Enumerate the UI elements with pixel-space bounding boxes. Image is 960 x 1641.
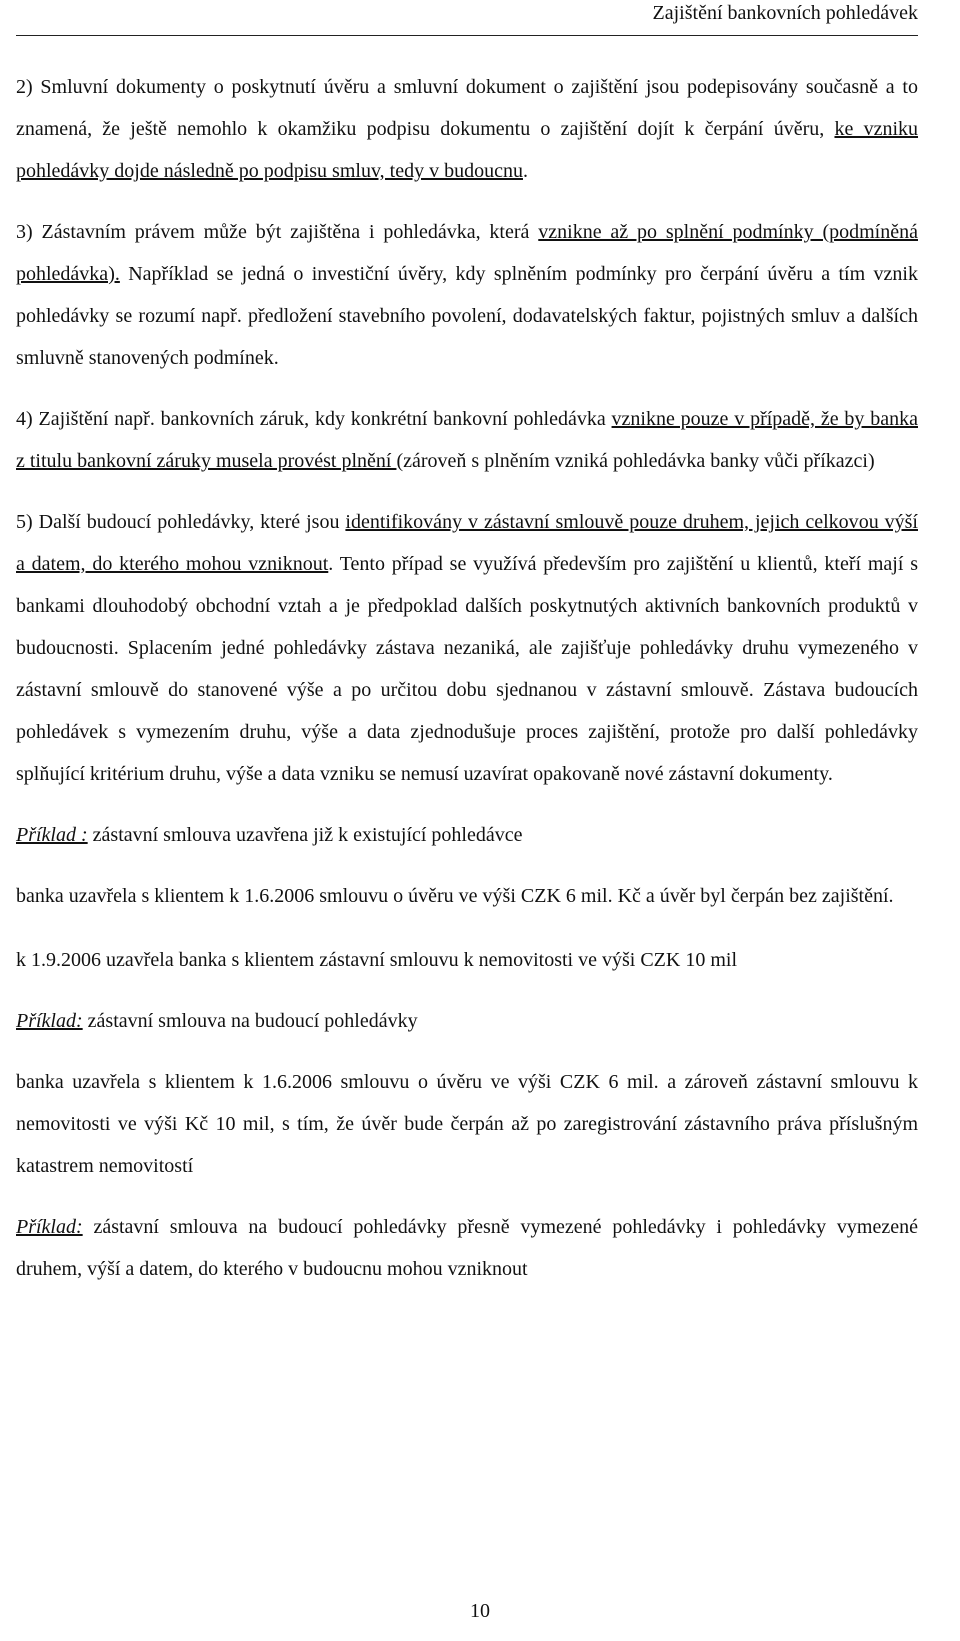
paragraph-3-underlined: vznikne až po splnění podmínky (podmíněná pohledávka). [16,221,918,285]
example-3-title: zástavní smlouva na budoucí pohledávky přesně vymezené pohledávky i pohledávky vymezené druhem, výší a datem, do kterého v budoucnu mohou vzniknout [16,1216,918,1280]
example-1-line-2: k 1.9.2006 uzavřela banka s klientem zástavní smlouvu k nemovitosti ve výši CZK 10 mil [16,949,737,971]
paragraph-2 [16,66,918,192]
example-3-heading [16,1206,918,1290]
example-2-label: Příklad: [16,1010,83,1032]
paragraph-4-underlined: vznikne pouze v případě, že by banka z titulu bankovní záruky musela provést plnění [16,408,918,472]
example-1-title: zástavní smlouva uzavřena již k existující pohledávce [87,824,523,846]
paragraph-3-text: 3) Zástavním právem může být zajištěna i pohledávka, která [16,221,539,243]
paragraph-3 [16,211,918,379]
example-1-heading [16,814,918,856]
paragraph-2-underlined: ke vzniku pohledávky dojde následně po podpisu smluv, tedy v budoucnu [16,118,919,182]
paragraph-3-tail: Například se jedná o investiční úvěry, kdy splněním podmínky pro čerpání úvěru a tím vznik pohledávky se rozumí např. předložení stavebního povolení, dodavatelských faktur, pojistných smluv a dalších smluvně stanovených podmínek. [16,263,918,369]
paragraph-2-text: 2) Smluvní dokumenty o poskytnutí úvěru a smluvní dokument o zajištění jsou podepisovány současně a to znamená, že ještě nemohlo k okamžiku podpisu dokumentu o zajištění dojít k čerpání úvěru, [16,76,918,140]
example-2-line-1: banka uzavřela s klientem k 1.6.2006 smlouvu o úvěru ve výši CZK 6 mil. a zároveň zástavní smlouvu k nemovitosti ve výši Kč 10 mil, s tím, že úvěr bude čerpán až po zaregistrování zástavního práva příslušným katastrem nemovitostí [16,1071,918,1177]
example-1-line-1: banka uzavřela s klientem k 1.6.2006 smlouvu o úvěru ve výši CZK 6 mil. Kč a úvěr byl čerpán bez zajištění. [16,885,894,907]
paragraph-4-tail: (zároveň s plněním vzniká pohledávka banky vůči příkazci) [396,450,875,472]
paragraph-5-text: 5) Další budoucí pohledávky, které jsou [16,511,346,533]
running-header: Zajištění bankovních pohledávek [652,2,918,24]
paragraph-4 [16,398,918,482]
example-1-label: Příklad : [16,824,88,846]
paragraph-5 [16,501,918,795]
page-number: 10 [470,1600,490,1622]
example-2-heading [16,1000,918,1042]
paragraph-2-tail: . [522,160,528,182]
paragraph-5-tail: . Tento případ se využívá především pro zajištění u klientů, kteří mají s bankami dlouhodobý obchodní vztah a je předpoklad dalších poskytnutých aktivních bankovních produktů v budoucnosti. Splacením jedné pohledávky zástava nezaniká, ale zajišťuje pohledávky druhu vymezeného v zástavní smlouvě do stanovené výše a po určitou dobu sjednanou v zástavní smlouvě. Zástava budoucích pohledávek s vymezením druhu, výše a data zjednodušuje proces zajištění, protože pro další pohledávky splňující kritérium druhu, výše a data vzniku se nemusí uzavírat opakovaně nové zástavní dokumenty. [16,553,918,785]
example-2-title: zástavní smlouva na budoucí pohledávky [82,1010,418,1032]
paragraph-5-underlined: identifikovány v zástavní smlouvě pouze druhem, jejich celkovou výší a datem, do kterého mohou vzniknout [16,511,918,575]
document-body [16,66,918,1290]
header-rule [16,35,918,36]
example-3-label: Příklad: [16,1216,83,1238]
paragraph-4-text: 4) Zajištění např. bankovních záruk, kdy konkrétní bankovní pohledávka [16,408,612,430]
